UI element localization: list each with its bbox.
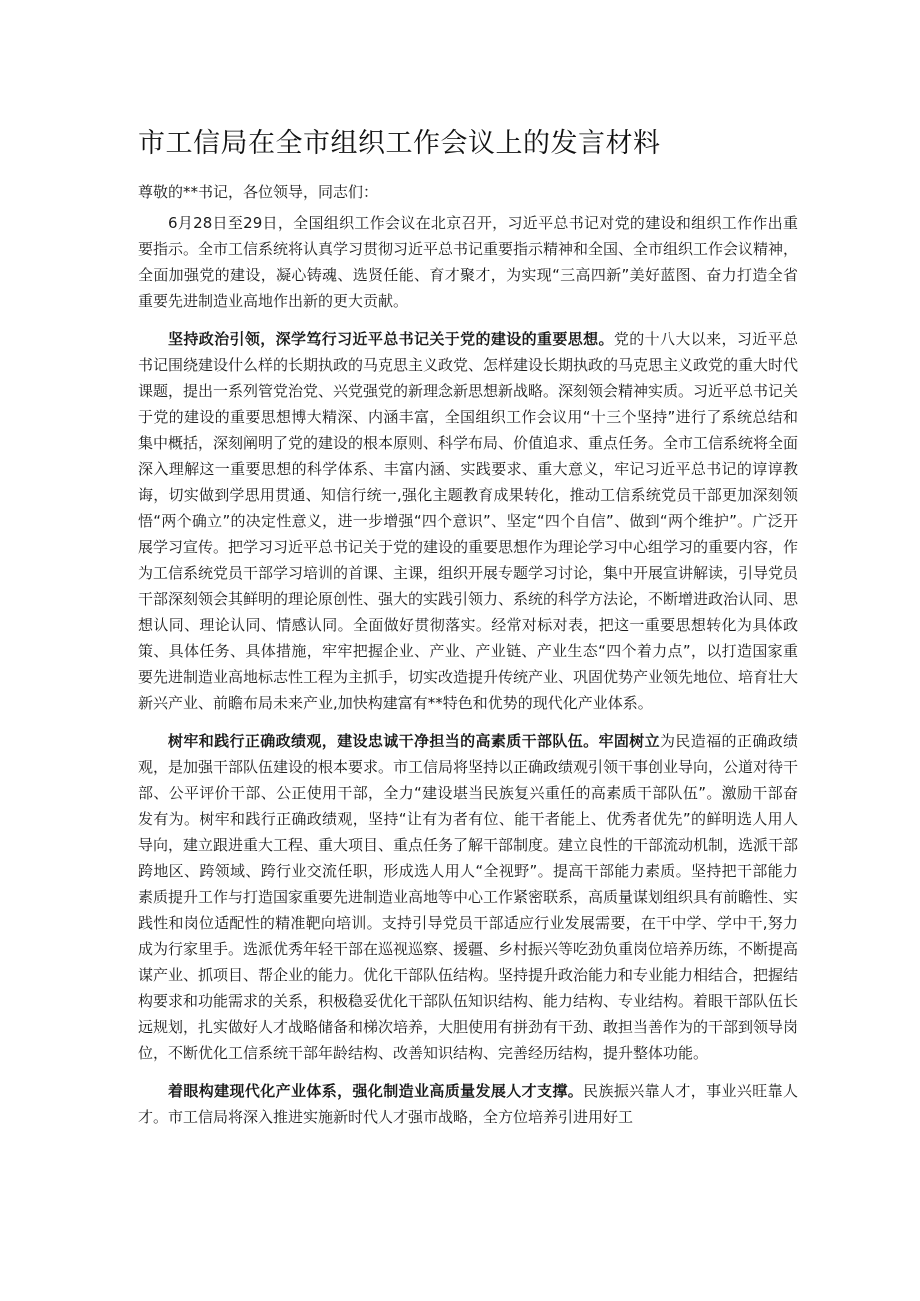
paragraph-lead: 着眼构建现代化产业体系，强化制造业高质量发展人才支撑。: [168, 1082, 584, 1100]
paragraph-text: 民族振兴靠人才，事业兴旺靠人才。市工信局将深入推进实施新时代人才强市战略，全方位培养引进用好工: [138, 1082, 798, 1126]
document-page: [138, 122, 798, 1142]
paragraph-talent-support: [138, 1078, 798, 1130]
page-title: 市工信局在全市组织工作会议上的发言材料: [138, 128, 661, 159]
paragraph-text: 党的十八大以来，习近平总书记围绕建设什么样的长期执政的马克思主义政党、怎样建设长期执政的马克思主义政党的重大时代课题，提出一系列管党治党、兴党强党的新理念新思想新战略。深刻领会精神实质。习近平总书记关于党的建设的重要思想博大精深、内涵丰富，全国组织工作会议用“十三个坚持”进行了系统总结和集中概括，深刻阐明了党的建设的根本原则、科学布局、价值追求、重点任务。全市工信系统将全面深入理解这一重要思想的科学体系、丰富内涵、实践要求、重大意义，牢记习近平总书记的谆谆教诲，切实做到学思用贯通、知信行统一,强化主题教育成果转化，推动工信系统党员干部更加深刻领悟“两个确立”的决定性意义，进一步增强“四个意识”、坚定“四个自信”、做到“两个维护”。广泛开展学习宣传。把学习习近平总书记关于党的建设的重要思想作为理论学习中心组学习的重要内容，作为工信系统党员干部学习培训的首课、主课，组织开展专题学习讨论，集中开展宣讲解读，引导党员干部深刻领会其鲜明的理论原创性、强大的实践引领力、系统的科学方法论，不断增进政治认同、思想认同、理论认同、情感认同。全面做好贯彻落实。经常对标对表，把这一重要思想转化为具体政策、具体任务、具体措施，牢牢把握企业、产业、产业链、产业生态“四个着力点”，以打造国家重要先进制造业高地标志性工程为主抓手，切实改造提升传统产业、巩固优势产业领先地位、培育壮大新兴产业、前瞻布局未来产业,加快构建富有**特色和优势的现代化产业体系。: [138, 330, 799, 712]
salutation: 尊敬的**书记，各位领导，同志们：: [138, 183, 379, 201]
paragraph-cadre-team: [138, 728, 798, 1066]
paragraph-text: 6月28日至29日，全国组织工作会议在北京召开，习近平总书记对党的建设和组织工作作出重要指示。全市工信系统将认真学习贯彻习近平总书记重要指示精神和全国、全市组织工作会议精神，全面加强党的建设，凝心铸魂、选贤任能、育才聚才，为实现“三高四新”美好蓝图、奋力打造全省重要先进制造业高地作出新的更大贡献。: [138, 214, 799, 310]
paragraph-lead: 坚持政治引领，深学笃行习近平总书记关于党的建设的重要思想。: [168, 330, 614, 348]
paragraph-intro: [138, 210, 798, 314]
paragraph-lead: 树牢和践行正确政绩观，建设忠诚干净担当的高素质干部队伍。牢固树立: [168, 732, 660, 750]
paragraph-political-guidance: [138, 326, 798, 716]
paragraph-text: 为民造福的正确政绩观，是加强干部队伍建设的根本要求。市工信局将坚持以正确政绩观引领干事创业导向，公道对待干部、公平评价干部、公正使用干部，全力“建设堪当民族复兴重任的高素质干部队伍”。激励干部奋发有为。树牢和践行正确政绩观，坚持“让有为者有位、能干者能上、优秀者优先”的鲜明选人用人导向，建立跟进重大工程、重大项目、重点任务了解干部制度。建立良性的干部流动机制，选派干部跨地区、跨领域、跨行业交流任职，形成选人用人“全视野”。提高干部能力素质。坚持把干部能力素质提升工作与打造国家重要先进制造业高地等中心工作紧密联系，高质量谋划组织具有前瞻性、实践性和岗位适配性的精准靶向培训。支持引导党员干部适应行业发展需要，在干中学、学中干,努力成为行家里手。选派优秀年轻干部在巡视巡察、援疆、乡村振兴等吃劲负重岗位培养历练，不断提高谋产业、抓项目、帮企业的能力。优化干部队伍结构。坚持提升政治能力和专业能力相结合，把握结构要求和功能需求的关系，积极稳妥优化干部队伍知识结构、能力结构、专业结构。着眼干部队伍长远规划，扎实做好人才战略储备和梯次培养，大胆使用有拼劲有干劲、敢担当善作为的干部到领导岗位，不断优化工信系统干部年龄结构、改善知识结构、完善经历结构，提升整体功能。: [138, 732, 799, 1062]
